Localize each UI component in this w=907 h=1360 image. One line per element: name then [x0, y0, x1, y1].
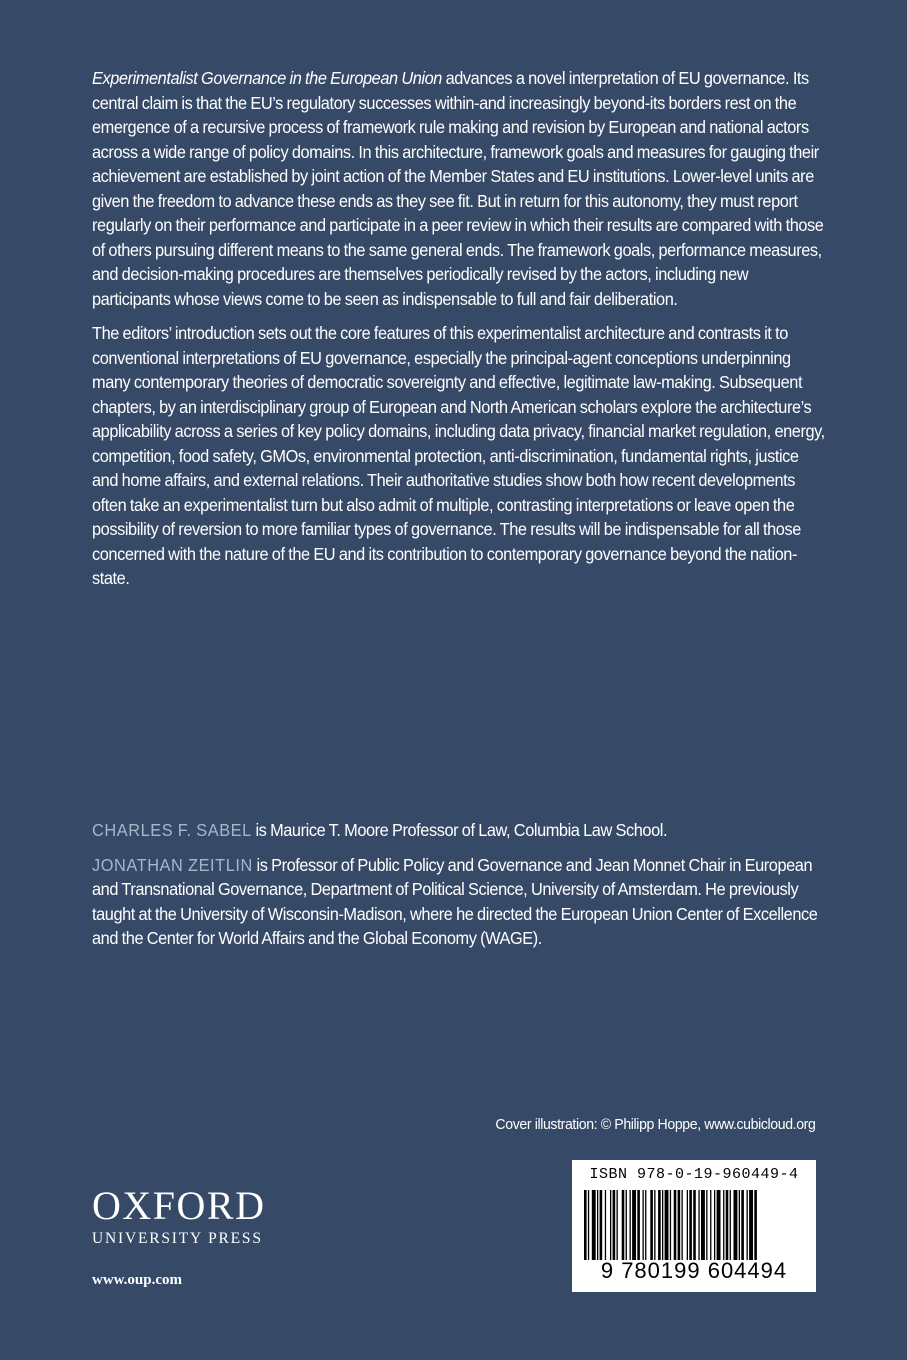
bio-name-zeitlin: JONATHAN ZEITLIN: [92, 854, 253, 875]
bio-text-sabel: is Maurice T. Moore Professor of Law, Columbia Law School.: [251, 820, 668, 840]
publisher-url: www.oup.com: [92, 1272, 183, 1288]
back-cover-description: [92, 66, 825, 601]
bio-sabel: [92, 818, 825, 843]
bio-text-zeitlin: is Professor of Public Policy and Governance and Jean Monnet Chair in European and Transnational Governance, Department of Political Science, University of Amsterdam. He previously taught at the University of Wisconsin-Madison, where he directed the European Union Center of Excellence and the Center for World Affairs and the Global Economy (WAGE).: [92, 854, 818, 948]
description-paragraph-1-text: advances a novel interpretation of EU governance. Its central claim is that the EU’s regulatory successes within-and increasingly beyond-its borders rest on the emergence of a recursive process of framework rule making and revision by European and national actors across a wide range of policy domains. In this architecture, framework goals and measures for gauging their achievement are established by joint action of the Member States and EU institutions. Lower-level units are given the freedom to advance these ends as they see fit. But in return for this autonomy, they must report regularly on their performance and participate in a peer review in which their results are compared with those of others pursuing different means to the same general ends. The framework goals, performance measures, and decision-making procedures are themselves periodically revised by the actors, including new participants whose views come to be seen as indispensable to full and fair deliberation.: [92, 68, 824, 309]
publisher-name: OXFORD: [92, 1183, 266, 1228]
publisher-logo: [92, 1183, 302, 1250]
author-bios: [92, 818, 825, 961]
description-paragraph-2: The editors’ introduction sets out the core features of this experimentalist architecture and contrasts it to conventional interpretations of EU governance, especially the principal-agent conceptions underpinning many contemporary theories of democratic sovereignty and effective, legitimate law-making. Subsequent chapters, by an interdisciplinary group of European and North American scholars explore the architecture’s applicability across a series of key policy domains, including data privacy, financial market regulation, energy, competition, food safety, GMOs, environmental protection, anti-discrimination, fundamental rights, justice and home affairs, and external relations. Their authoritative studies show both how recent developments often take an experimentalist turn but also admit of multiple, contrasting interpretations or leave open the possibility of reversion to more familiar types of governance. The results will be indispensable for all those concerned with the nature of the EU and its contribution to contemporary governance beyond the nation-state.: [92, 323, 825, 588]
isbn-barcode: [572, 1160, 816, 1292]
bio-zeitlin: [92, 853, 825, 951]
barcode-icon: [584, 1190, 806, 1260]
publisher-subtitle: UNIVERSITY PRESS: [92, 1230, 263, 1247]
description-paragraph-1: [92, 66, 825, 311]
bio-name-sabel: CHARLES F. SABEL: [92, 820, 252, 840]
cover-illustration-credit: Cover illustration: © Philipp Hoppe, www.cubicloud.org: [494, 1116, 815, 1133]
book-title: Experimentalist Governance in the European Union: [92, 68, 442, 88]
barcode-number: 9 780199 604494: [600, 1258, 788, 1283]
isbn-label: ISBN 978-0-19-960449-4: [589, 1166, 799, 1183]
